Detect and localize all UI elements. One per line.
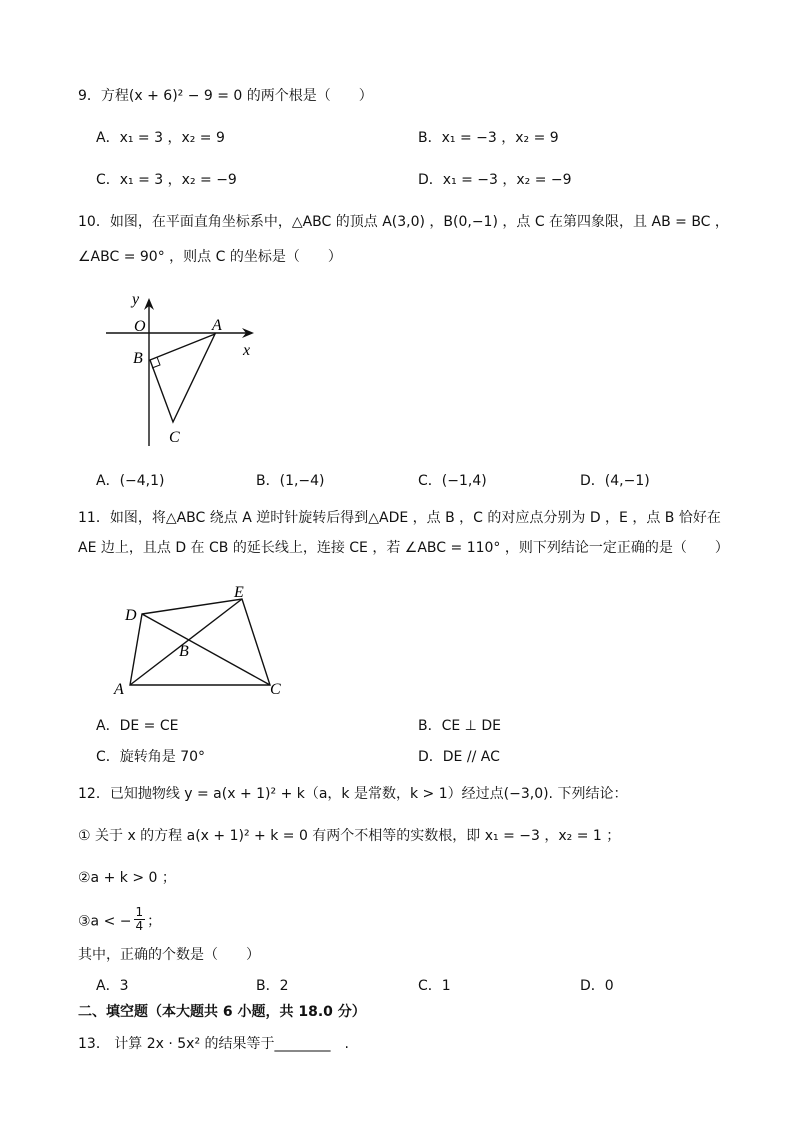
q13-stem: 13． 计算 2x · 5x² 的结果等于________ . (78, 1036, 349, 1052)
q12-item-3-prefix: ③a < − (78, 913, 132, 930)
q9-option-d: D．x₁ = −3 ，x₂ = −9 (418, 172, 572, 188)
q9-option-b: B．x₁ = −3 ，x₂ = 9 (418, 130, 559, 146)
quadrilateral-daec (130, 599, 270, 685)
label-b: B (133, 350, 143, 367)
label-a: A (212, 317, 222, 334)
label-y: y (132, 291, 140, 308)
q10-stem-line1: 10．如图，在平面直角坐标系中，△ABC 的顶点 A(3,0) ，B(0,−1) ，点 C 在第四象限，且 AB = BC ， (78, 214, 729, 230)
label-c: C (270, 681, 281, 698)
q10-option-c: C．(−1,4) (418, 473, 487, 489)
q10-coordinate-figure (100, 286, 270, 452)
fraction-numerator: 1 (135, 905, 144, 919)
q11-option-b: B．CE ⊥ DE (418, 718, 501, 734)
q10-stem-line2: ∠ABC = 90° ，则点 C 的坐标是（ ） (78, 249, 342, 265)
q12-option-d: D．0 (580, 978, 614, 994)
q9-option-c: C．x₁ = 3 ，x₂ = −9 (96, 172, 237, 188)
q12-item-1: ① 关于 x 的方程 a(x + 1)² + k = 0 有两个不相等的实数根，即 x₁ = −3 ，x₂ = 1 ； (78, 828, 621, 844)
q10-option-d: D．(4,−1) (580, 473, 650, 489)
label-c: C (169, 429, 180, 446)
q10-option-b: B．(1,−4) (256, 473, 325, 489)
q12-option-c: C．1 (418, 978, 451, 994)
triangle-abc (150, 334, 215, 422)
q11-option-d: D．DE // AC (418, 749, 500, 765)
q12-item-3-fraction (134, 906, 146, 933)
q9-stem: 9．方程(x + 6)² − 9 = 0 的两个根是（ ） (78, 88, 373, 104)
label-origin: O (134, 318, 146, 335)
q10-option-a: A．(−4,1) (96, 473, 165, 489)
label-b: B (179, 643, 189, 660)
segment-ae (130, 599, 242, 685)
label-d: D (125, 607, 137, 624)
q12-option-b: B．2 (256, 978, 289, 994)
q12-item-2: ②a + k > 0 ； (78, 870, 176, 886)
q12-item-3 (78, 905, 162, 935)
label-e: E (234, 584, 244, 601)
q11-stem-line1: 11．如图，将△ABC 绕点 A 逆时针旋转后得到△ADE ，点 B ，C 的对应点分别为 D ，E ，点 B 恰好在 (78, 510, 721, 526)
section-2-title: 二、填空题（本大题共 6 小题，共 18.0 分） (78, 1004, 366, 1020)
q9-option-a: A．x₁ = 3 ，x₂ = 9 (96, 130, 225, 146)
label-a: A (114, 681, 124, 698)
q12-stem: 12．已知抛物线 y = a(x + 1)² + k（a，k 是常数，k > 1）经过点(−3,0). 下列结论： (78, 786, 628, 802)
q11-rotation-figure (110, 578, 290, 700)
label-x: x (243, 342, 251, 359)
fraction-denominator: 4 (135, 919, 144, 933)
q12-item-3-suffix: ； (147, 913, 162, 930)
q11-option-a: A．DE = CE (96, 718, 179, 734)
q12-option-a: A．3 (96, 978, 129, 994)
q11-option-c: C．旋转角是 70° (96, 749, 206, 765)
q12-ask: 其中，正确的个数是（ ） (78, 947, 260, 963)
q11-stem-line2: AE 边上，且点 D 在 CB 的延长线上，连接 CE ，若 ∠ABC = 110° ，则下列结论一定正确的是（ ） (78, 540, 729, 556)
